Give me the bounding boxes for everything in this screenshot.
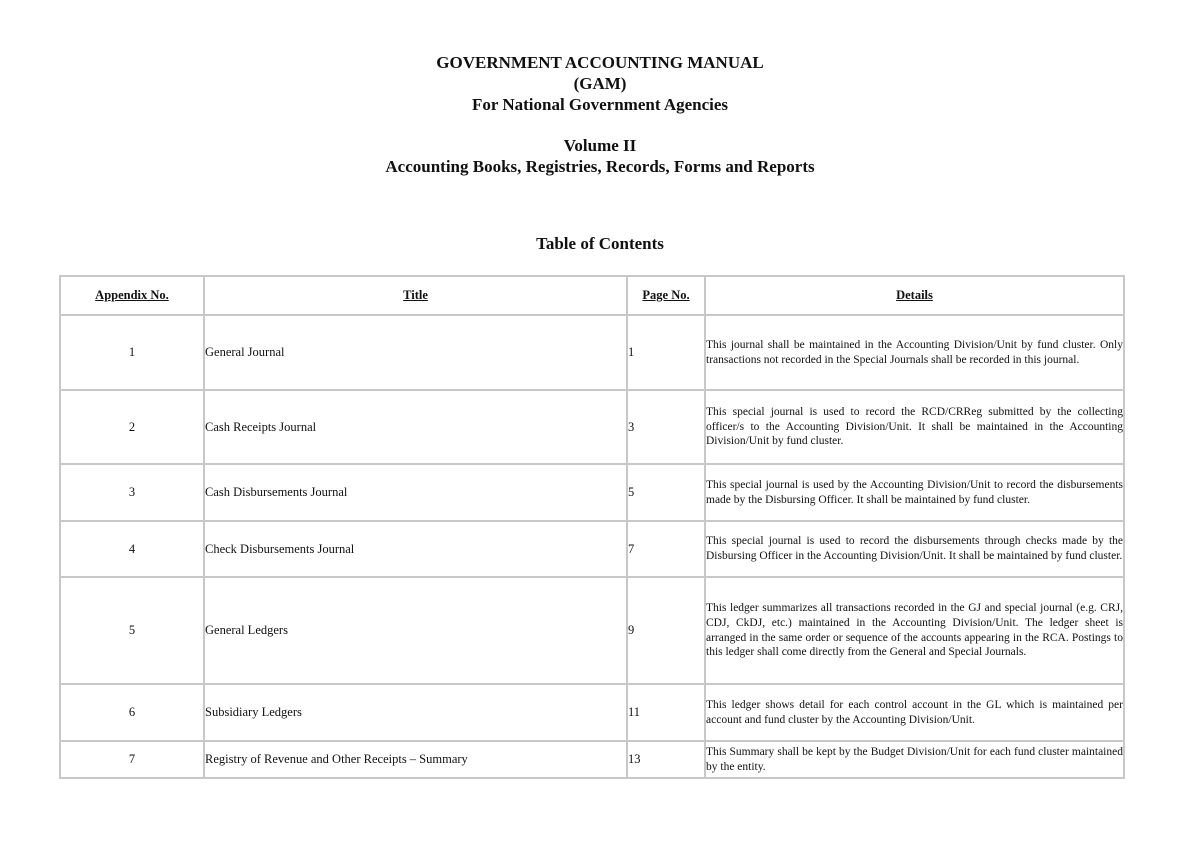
appendix-number: 3 (60, 464, 204, 521)
column-header-page: Page No. (627, 276, 705, 315)
appendix-details: This special journal is used by the Accounting Division/Unit to record the disbursements made by the Disbursing Officer. It shall be maintained by fund cluster. (705, 464, 1124, 521)
table-header-row (60, 276, 1124, 315)
page-number: 13 (627, 741, 705, 778)
appendix-title: Registry of Revenue and Other Receipts – Summary (204, 741, 627, 778)
page-number: 1 (627, 315, 705, 390)
table-row (60, 741, 1124, 778)
appendix-title: Check Disbursements Journal (204, 521, 627, 577)
appendix-details: This special journal is used to record the RCD/CRReg submitted by the collecting officer/s to the Accounting Division/Unit. It shall be maintained in the Accounting Division/Unit by fund cluster. (705, 390, 1124, 464)
table-row (60, 521, 1124, 577)
appendix-title: Subsidiary Ledgers (204, 684, 627, 741)
page-number: 3 (627, 390, 705, 464)
page-number: 7 (627, 521, 705, 577)
table-row (60, 390, 1124, 464)
appendix-number: 1 (60, 315, 204, 390)
appendix-title: Cash Receipts Journal (204, 390, 627, 464)
appendix-number: 7 (60, 741, 204, 778)
table-row (60, 577, 1124, 684)
appendix-details: This special journal is used to record the disbursements through checks made by the Disbursing Officer in the Accounting Division/Unit. It shall be maintained by fund cluster. (705, 521, 1124, 577)
volume-subtitle: Accounting Books, Registries, Records, Forms and Reports (385, 157, 815, 176)
toc-heading: Table of Contents (536, 234, 664, 253)
appendix-number: 2 (60, 390, 204, 464)
manual-abbreviation: (GAM) (573, 74, 627, 93)
table-row (60, 315, 1124, 390)
appendix-number: 5 (60, 577, 204, 684)
table-row (60, 684, 1124, 741)
appendix-number: 6 (60, 684, 204, 741)
table-of-contents (59, 275, 1125, 779)
volume-label: Volume II (563, 136, 637, 155)
appendix-details: This ledger summarizes all transactions recorded in the GJ and special journal (e.g. CRJ, CDJ, CkDJ, etc.) maintained in the Accounting Division/Unit. The ledger sheet is arranged in the same order or sequence of the accounts appearing in the RCA. Postings to this ledger shall come directly from the General and Special Journals. (705, 577, 1124, 684)
appendix-details: This Summary shall be kept by the Budget Division/Unit for each fund cluster maintained by the entity. (705, 741, 1124, 778)
appendix-title: General Ledgers (204, 577, 627, 684)
page-number: 9 (627, 577, 705, 684)
manual-title: GOVERNMENT ACCOUNTING MANUAL (436, 53, 764, 72)
appendix-title: General Journal (204, 315, 627, 390)
column-header-appendix: Appendix No. (60, 276, 204, 315)
appendix-details: This ledger shows detail for each control account in the GL which is maintained per account and fund cluster by the Accounting Division/Unit. (705, 684, 1124, 741)
document-header (0, 52, 1200, 177)
appendix-number: 4 (60, 521, 204, 577)
table-row (60, 464, 1124, 521)
appendix-title: Cash Disbursements Journal (204, 464, 627, 521)
appendix-details: This journal shall be maintained in the Accounting Division/Unit by fund cluster. Only transactions not recorded in the Special Journals shall be recorded in this journal. (705, 315, 1124, 390)
column-header-details: Details (705, 276, 1124, 315)
page-number: 5 (627, 464, 705, 521)
manual-audience: For National Government Agencies (471, 95, 729, 114)
column-header-title: Title (204, 276, 627, 315)
page-number: 11 (627, 684, 705, 741)
